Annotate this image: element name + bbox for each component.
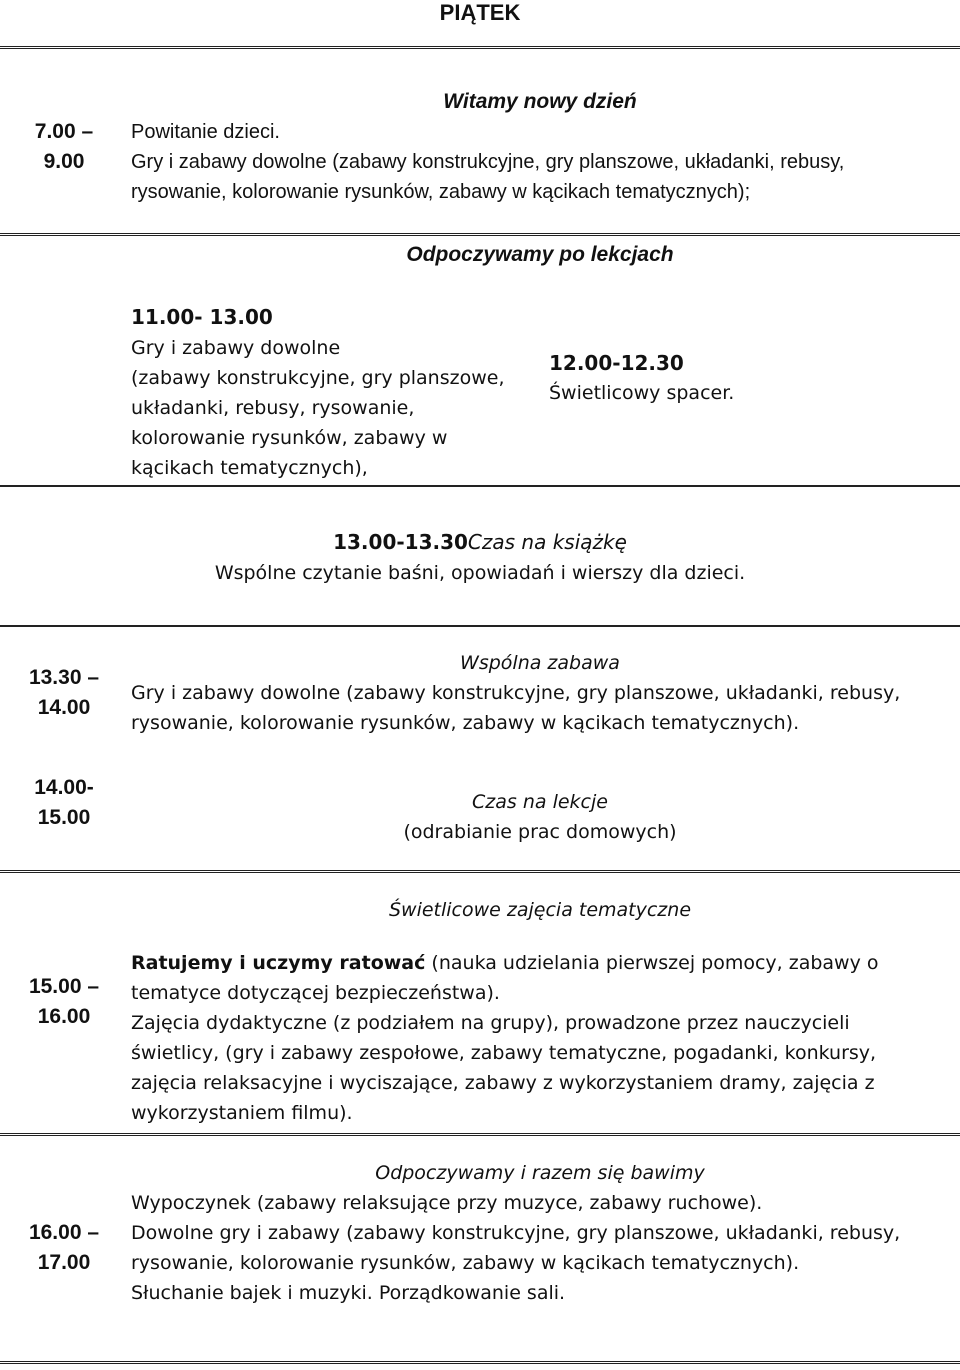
divider xyxy=(0,1133,960,1136)
text-line xyxy=(131,948,879,978)
bold-lead: Ratujemy i uczymy ratować xyxy=(131,952,426,974)
text-line: wykorzystaniem filmu). xyxy=(131,1102,353,1124)
activity-list xyxy=(131,333,551,483)
text-line: kącikach tematycznych), xyxy=(131,457,368,479)
time-range: 12.00-12.30 xyxy=(549,351,684,375)
divider xyxy=(0,46,960,49)
section-heading: Odpoczywamy po lekcjach xyxy=(406,243,674,266)
text-line: rysowanie, kolorowanie rysunków, zabawy w kącikach tematycznych). xyxy=(131,712,800,734)
time-end: 14.00 xyxy=(37,696,91,719)
text-line: rysowanie, kolorowanie rysunków, zabawy w kącikach tematycznych); xyxy=(131,181,751,203)
time-start: 15.00 – xyxy=(28,975,100,998)
divider xyxy=(0,1361,960,1364)
time-range: 11.00- 13.00 xyxy=(131,305,273,329)
section-heading: Wspólna zabawa xyxy=(460,652,620,674)
text-line: rysowanie, kolorowanie rysunków, zabawy w kącikach tematycznych). xyxy=(131,1252,800,1274)
section-heading: Odpoczywamy i razem się bawimy xyxy=(375,1162,705,1184)
divider xyxy=(0,485,960,487)
page-title: PIĄTEK xyxy=(439,0,521,25)
time-end: 9.00 xyxy=(43,150,85,173)
time-start: 16.00 – xyxy=(28,1221,100,1244)
text-line: Świetlicowy spacer. xyxy=(549,382,735,404)
section-heading: Czas na książkę xyxy=(467,530,627,554)
text-line: Gry i zabawy dowolne (zabawy konstrukcyjne, gry planszowe, układanki, rebusy, xyxy=(131,682,901,704)
divider xyxy=(0,625,960,627)
text-line: Powitanie dzieci. xyxy=(131,121,280,143)
time-end: 15.00 xyxy=(37,806,91,829)
text-line: świetlicy, (gry i zabawy zespołowe, zabawy tematyczne, pogadanki, konkursy, xyxy=(131,1042,877,1064)
text-line: Dowolne gry i zabawy (zabawy konstrukcyjne, gry planszowe, układanki, rebusy, xyxy=(131,1222,901,1244)
section-heading: Czas na lekcje xyxy=(472,791,608,813)
text-line: tematyce dotyczącej bezpieczeństwa). xyxy=(131,982,500,1004)
time-start: 14.00- xyxy=(34,776,94,799)
text-line: Zajęcia dydaktyczne (z podziałem na grupy), prowadzone przez nauczycieli xyxy=(131,1012,850,1034)
heading-line xyxy=(0,527,960,558)
section-heading: Świetlicowe zajęcia tematyczne xyxy=(388,899,692,921)
time-start: 13.30 – xyxy=(28,666,100,689)
text-line: Gry i zabawy dowolne (zabawy konstrukcyjne, gry planszowe, układanki, rebusy, xyxy=(131,151,845,173)
text-line: kolorowanie rysunków, zabawy w xyxy=(131,427,448,449)
section-heading: Witamy nowy dzień xyxy=(443,90,637,113)
text-line: Słuchanie bajek i muzyki. Porządkowanie sali. xyxy=(131,1282,566,1304)
text-line: (zabawy konstrukcyjne, gry planszowe, xyxy=(131,367,505,389)
text-line: zajęcia relaksacyjne i wyciszające, zabawy z wykorzystaniem dramy, zajęcia z xyxy=(131,1072,875,1094)
time-range: 13.00-13.30 xyxy=(333,530,468,554)
time-end: 16.00 xyxy=(37,1005,91,1028)
time-end: 17.00 xyxy=(37,1251,91,1274)
time-start: 7.00 – xyxy=(34,120,94,143)
text-rest: (nauka udzielania pierwszej pomocy, zabawy o xyxy=(425,952,879,974)
text-line: Wypoczynek (zabawy relaksujące przy muzyce, zabawy ruchowe). xyxy=(131,1192,763,1214)
text-line: Wspólne czytanie baśni, opowiadań i wierszy dla dzieci. xyxy=(214,562,746,584)
divider xyxy=(0,233,960,236)
divider xyxy=(0,870,960,873)
text-line: Gry i zabawy dowolne xyxy=(131,337,341,359)
text-line: (odrabianie prac domowych) xyxy=(403,821,677,843)
text-line: układanki, rebusy, rysowanie, xyxy=(131,397,415,419)
